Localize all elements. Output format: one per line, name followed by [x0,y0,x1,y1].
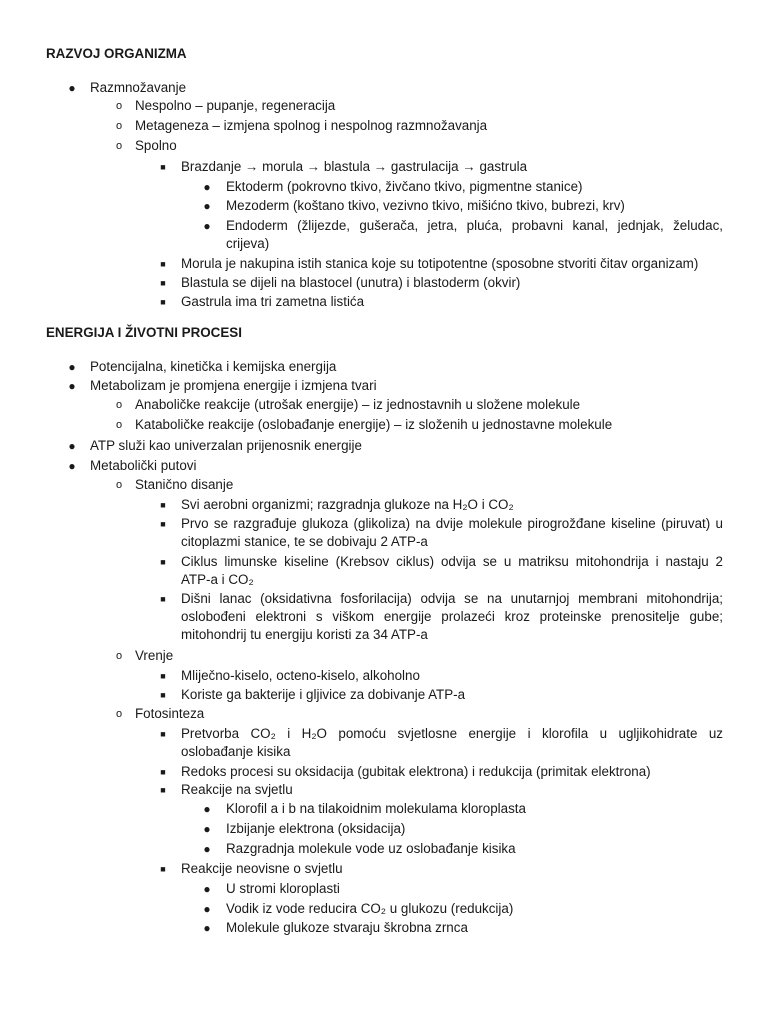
list-item [68,79,187,97]
list-item-text: Potencijalna, kinetička i kemijska energija [90,359,337,374]
list-item-text: U stromi kloroplasti [226,881,340,896]
list-item [115,476,234,494]
list-item [160,255,723,273]
list-item [160,515,723,551]
list-item [115,705,205,723]
list-item [203,919,723,937]
list-item-text: Metabolički putovi [90,458,197,473]
bullet-circle-icon: o [115,140,123,152]
bullet-square-icon: ■ [160,557,166,567]
bullet-square-icon: ■ [160,671,166,681]
bullet-disc-icon: ● [68,360,76,374]
bullet-circle-icon: o [115,419,123,431]
list-item-text: Koriste ga bakterije i gljivice za dobivanje ATP-a [181,687,466,702]
list-item [115,416,613,434]
bullet-disc-icon: ● [203,921,211,935]
list-item-text: Molekule glukoze stvaraju škrobna zrnca [226,920,468,935]
list-item-text: Metabolizam je promjena energije i izmjena tvari [90,378,377,393]
list-item [115,647,174,665]
list-item [115,97,336,115]
list-item-text: Razmnožavanje [90,80,187,95]
list-item-text: Razgradnja molekule vode uz oslobađanje kisika [226,841,516,856]
list-item [115,137,177,155]
list-item-text-continued: oslobađanje kisika [181,744,291,759]
bullet-circle-icon: o [115,479,123,491]
list-item [160,860,723,878]
list-item [160,158,723,176]
bullet-square-icon: ■ [160,162,166,172]
list-item [203,800,723,818]
list-item-text: Anaboličke reakcije (utrošak energije) – iz jednostavnih u složene molekule [135,397,581,412]
list-item-text: Reakcije na svjetlu [181,782,293,797]
bullet-square-icon: ■ [160,278,166,288]
list-item-text: Stanično disanje [135,477,234,492]
list-item-text: Metageneza – izmjena spolnog i nespolnog razmnožavanja [135,118,488,133]
bullet-disc-icon: ● [203,180,211,194]
bullet-circle-icon: o [115,708,123,720]
list-item [160,590,723,644]
list-item-text: Spolno [135,138,177,153]
list-item-text: Kataboličke reakcije (oslobađanje energije) – iz složenih u jednostavne molekule [135,417,613,432]
list-item [115,396,581,414]
list-item-text-continued: oslobođeni elektroni s viškom energije prolazeći kroz proteinske prenositelje gube; [181,609,723,624]
list-item [68,358,337,376]
list-item [160,763,723,781]
list-item [160,781,723,799]
bullet-circle-icon: o [115,399,123,411]
bullet-disc-icon: ● [68,81,76,95]
list-item-text: Prvo se razgrađuje glukoza (glikoliza) na dvije molekule pirogrožđane kiseline (piruvat) u [181,516,723,531]
list-item-text: Redoks procesi su oksidacija (gubitak elektrona) i redukcija (primitak elektrona) [181,764,651,779]
bullet-disc-icon: ● [68,459,76,473]
list-item [68,377,377,395]
list-item [203,217,723,253]
list-item [160,553,723,589]
list-item-text: Dišni lanac (oksidativna fosforilacija) odvija se na unutarnjoj membrani mitohondrija; [181,591,723,606]
list-item [160,274,723,292]
list-item [68,437,362,455]
list-item [160,293,723,311]
bullet-disc-icon: ● [68,439,76,453]
list-item-text: Ciklus limunske kiseline (Krebsov ciklus) odvija se u matriksu mitohondrija i nastaju 2 [181,554,723,569]
list-item [203,197,723,215]
list-item [203,840,723,858]
bullet-circle-icon: o [115,120,123,132]
list-item-text: Vodik iz vode reducira CO₂ u glukozu (redukcija) [226,901,514,916]
bullet-square-icon: ■ [160,259,166,269]
list-item-text: Brazdanje → morula → blastula → gastrulacija → gastrula [181,159,528,174]
list-item [160,725,723,761]
list-item-text: Vrenje [135,648,174,663]
bullet-disc-icon: ● [203,822,211,836]
bullet-square-icon: ■ [160,729,166,739]
bullet-disc-icon: ● [68,379,76,393]
list-item-text-continued: citoplazmi stanice, te se dobivaju 2 ATP-a [181,534,428,549]
list-item [115,117,488,135]
list-item-text: Reakcije neovisne o svjetlu [181,861,343,876]
list-item-text: Morula je nakupina istih stanica koje su totipotentne (sposobne stvoriti čitav organizam) [181,256,699,271]
list-item-text-continued: mitohondrij tu energiju koristi za 34 ATP-a [181,627,428,642]
list-item-text: Fotosinteza [135,706,205,721]
list-item-text: ATP služi kao univerzalan prijenosnik energije [90,438,362,453]
list-item-text: Mezoderm (koštano tkivo, vezivno tkivo, mišićno tkivo, bubrezi, krv) [226,198,625,213]
bullet-square-icon: ■ [160,785,166,795]
bullet-square-icon: ■ [160,519,166,529]
bullet-disc-icon: ● [203,219,211,233]
bullet-square-icon: ■ [160,297,166,307]
list-item-text: Nespolno – pupanje, regeneracija [135,98,336,113]
list-item-text: Ektoderm (pokrovno tkivo, živčano tkivo, pigmentne stanice) [226,179,583,194]
list-item [160,686,723,704]
list-item-text: Svi aerobni organizmi; razgradnja glukoze na H₂O i CO₂ [181,497,514,512]
bullet-disc-icon: ● [203,842,211,856]
list-item [68,457,197,475]
bullet-disc-icon: ● [203,199,211,213]
bullet-circle-icon: o [115,100,123,112]
list-item [203,900,723,918]
bullet-square-icon: ■ [160,594,166,604]
list-item [203,178,723,196]
bullet-square-icon: ■ [160,690,166,700]
bullet-disc-icon: ● [203,802,211,816]
list-item-text: Izbijanje elektrona (oksidacija) [226,821,406,836]
section-heading: ENERGIJA I ŽIVOTNI PROCESI [46,325,242,340]
list-item-text-continued: ATP-a i CO₂ [181,572,254,587]
list-item [203,880,723,898]
list-item [160,496,723,514]
bullet-disc-icon: ● [203,902,211,916]
bullet-disc-icon: ● [203,882,211,896]
list-item [203,820,723,838]
bullet-square-icon: ■ [160,864,166,874]
list-item-text-continued: crijeva) [226,236,270,251]
list-item-text: Klorofil a i b na tilakoidnim molekulama kloroplasta [226,801,526,816]
list-item-text: Mliječno-kiselo, octeno-kiselo, alkoholno [181,668,420,683]
list-item-text: Blastula se dijeli na blastocel (unutra) i blastoderm (okvir) [181,275,521,290]
list-item-text: Endoderm (žlijezde, gušerača, jetra, pluća, probavni kanal, jednjak, želudac, [226,218,723,233]
list-item-text: Gastrula ima tri zametna listića [181,294,365,309]
bullet-circle-icon: o [115,650,123,662]
bullet-square-icon: ■ [160,500,166,510]
list-item-text: Pretvorba CO₂ i H₂O pomoću svjetlosne energije i klorofila u ugljikohidrate uz [181,726,723,741]
section-heading: RAZVOJ ORGANIZMA [46,46,187,61]
bullet-square-icon: ■ [160,767,166,777]
list-item [160,667,723,685]
